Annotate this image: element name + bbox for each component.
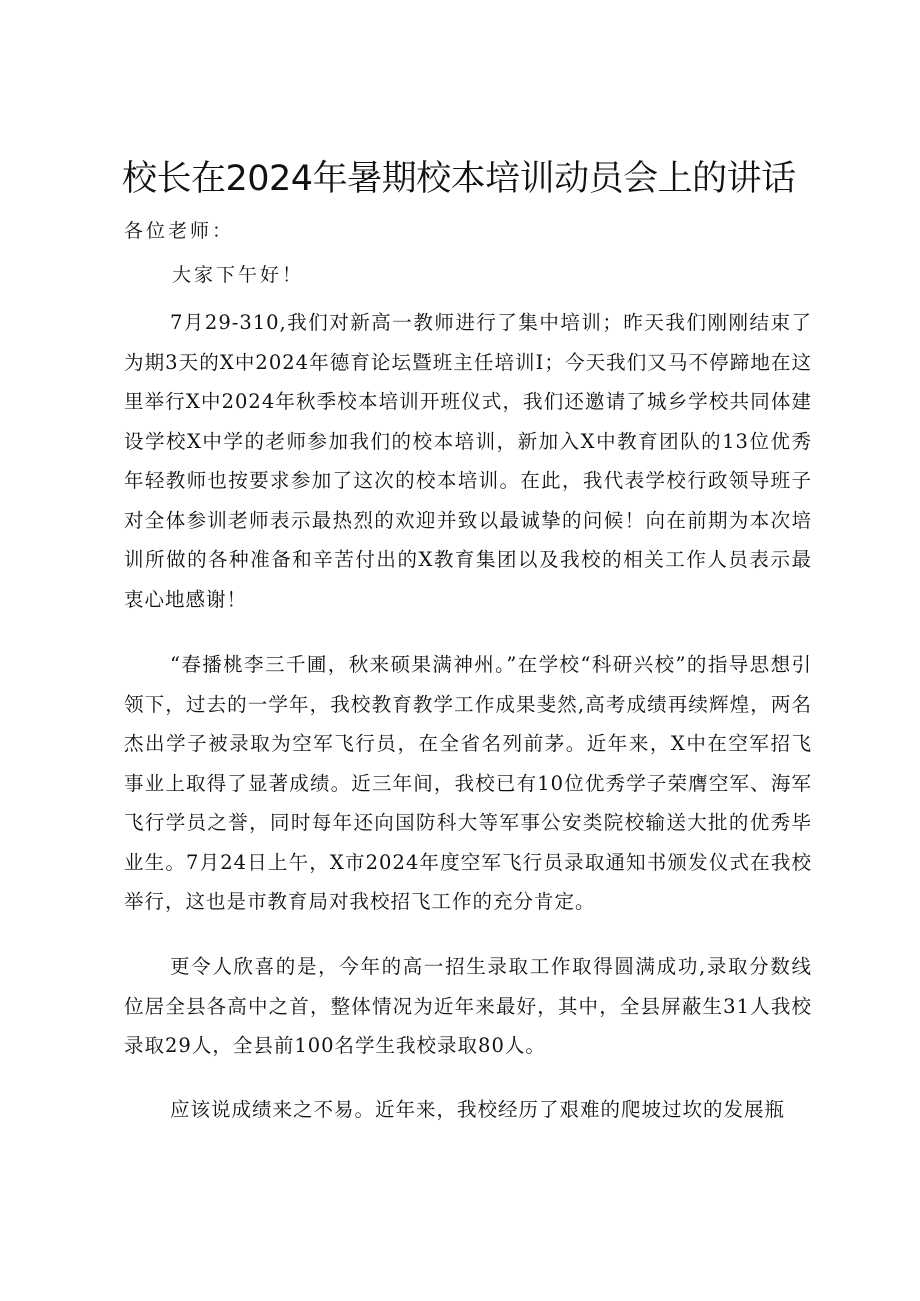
paragraph-opening: 7月29-310,我们对新高一教师进行了集中培训；昨天我们刚刚结束了为期3天的X中2024年德育论坛暨班主任培训Ⅰ；今天我们又马不停蹄地在这里举行X中2024年秋季校本培训开班仪式，我们还邀请了城乡学校共同体建设学校X中学的老师参加我们的校本培训，新加入X中教育团队的13位优秀年轻教师也按要求参加了这次的校本培训。在此，我代表学校行政领导班子对全体参训老师表示最热烈的欢迎并致以最诚挚的问候！向在前期为本次培训所做的各种准备和辛苦付出的X教育集团以及我校的相关工作人员表示最衷心地感谢！ xyxy=(124,311,812,611)
document-title: 校长在2024年暑期校本培训动员会上的讲话 xyxy=(122,159,796,199)
paragraph-development: 应该说成绩来之不易。近年来，我校经历了艰难的爬坡过坎的发展瓶 xyxy=(170,1098,786,1121)
paragraph-enrollment: 更令人欣喜的是，今年的高一招生录取工作取得圆满成功,录取分数线位居全县各高中之首，整体情况为近年来最好，其中，全县屏蔽生31人我校录取29人，全县前100名学生我校录取80人。 xyxy=(124,955,812,1057)
salutation: 各位老师： xyxy=(124,220,235,242)
paragraph-achievements: “春播桃李三千圃，秋来硕果满神州。”在学校“科研兴校”的指导思想引领下，过去的一学年，我校教育教学工作成果斐然,高考成绩再续辉煌，两名杰出学子被录取为空军飞行员，在全省名列前茅。近年来，X中在空军招飞事业上取得了显著成绩。近三年间，我校已有10位优秀学子荣膺空军、海军飞行学员之誉，同时每年还向国防科大等军事公安类院校输送大批的优秀毕业生。7月24日上午，X市2024年度空军飞行员录取通知书颁发仪式在我校举行，这也是市教育局对我校招飞工作的充分肯定。 xyxy=(124,653,812,913)
greeting: 大家下午好！ xyxy=(172,264,305,286)
